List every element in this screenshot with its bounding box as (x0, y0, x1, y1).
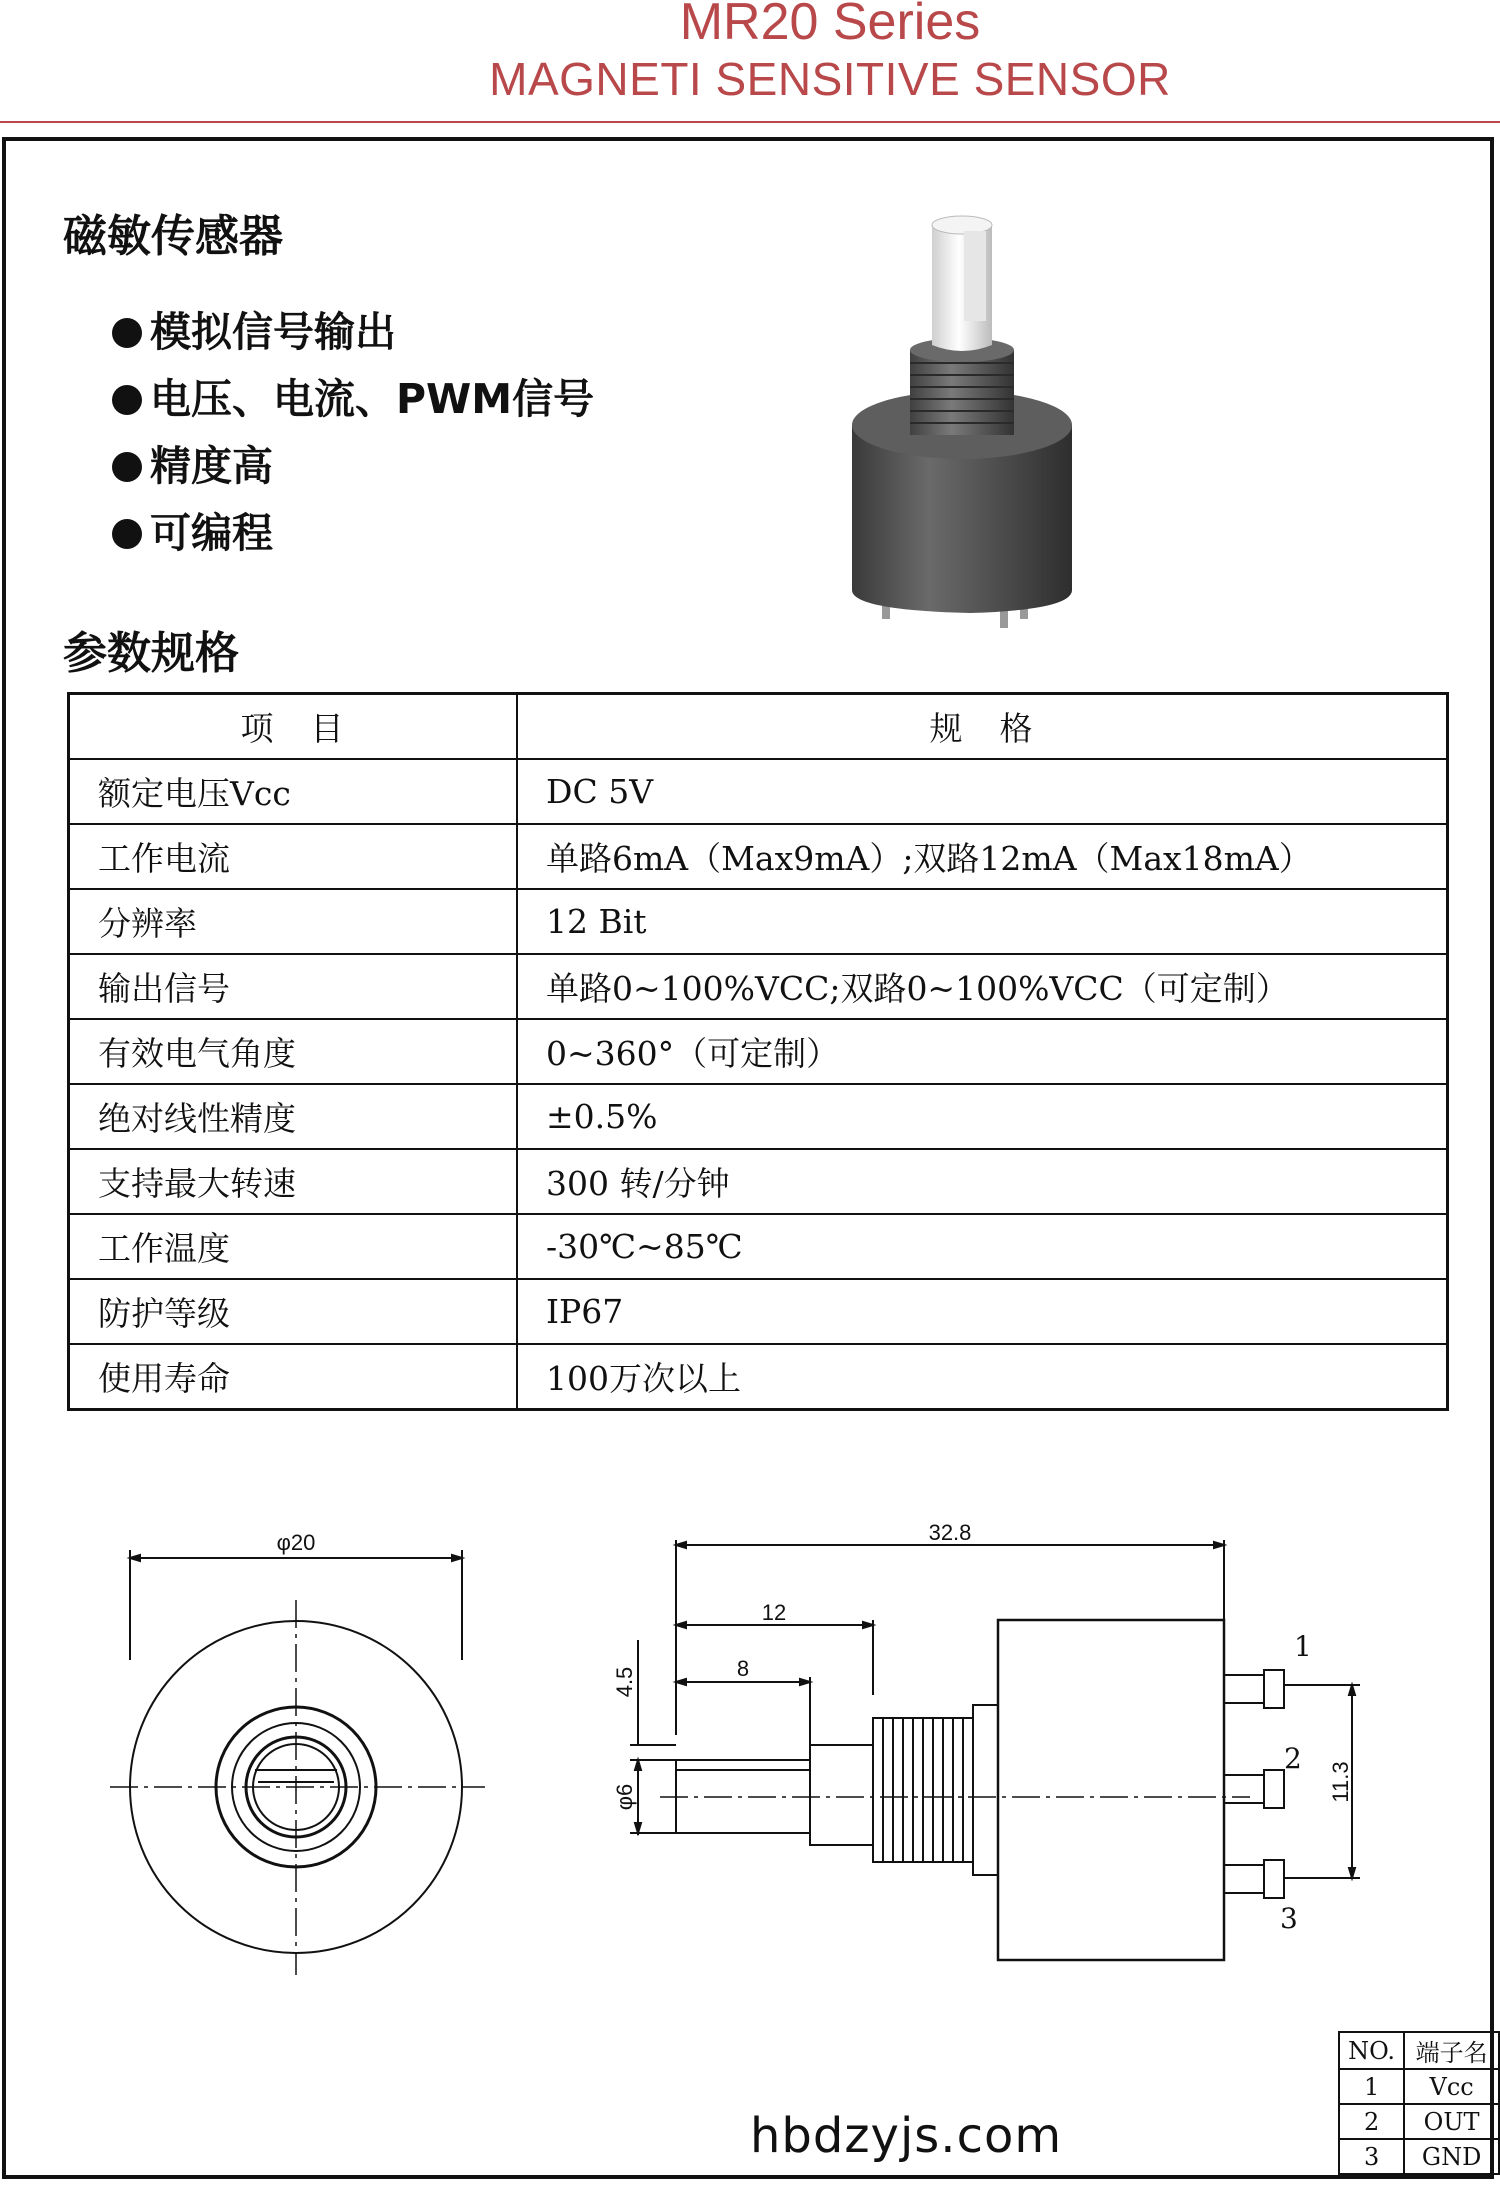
product-image (840, 205, 1090, 635)
terminal-header-no: NO. (1339, 2032, 1404, 2069)
spec-item: 工作电流 (69, 824, 518, 889)
spec-item: 分辨率 (69, 889, 518, 954)
table-row (69, 1279, 1448, 1344)
dim-total-length: 32.8 (928, 1520, 972, 1545)
product-name: 磁敏传感器 (63, 211, 283, 262)
feature-label: 电压、电流、PWM信号 (150, 375, 595, 423)
specs-title: 参数规格 (63, 628, 239, 679)
spec-value: 单路6mA（Max9mA）;双路12mA（Max18mA） (517, 824, 1448, 889)
series-subtitle: MAGNETI SENSITIVE SENSOR (489, 53, 1171, 105)
table-row (1339, 2104, 1499, 2139)
front-view-drawing (110, 1530, 510, 2050)
dim-shaft-step: 4.5 (612, 1666, 637, 1698)
spec-item: 额定电压Vcc (69, 759, 518, 824)
table-row (69, 824, 1448, 889)
pin-label-2: 2 (1284, 1742, 1302, 1775)
spec-item: 防护等级 (69, 1279, 518, 1344)
spec-table (67, 692, 1449, 1411)
website-link[interactable]: hbdzyjs.com (750, 2108, 1063, 2164)
pin-label-1: 1 (1294, 1630, 1312, 1663)
feature-label: 精度高 (150, 442, 273, 490)
table-row (69, 1084, 1448, 1149)
table-row (69, 954, 1448, 1019)
terminal-no: 1 (1339, 2069, 1404, 2104)
terminal-no: 2 (1339, 2104, 1404, 2139)
dim-diameter: φ20 (276, 1530, 316, 1555)
table-header-row (69, 694, 1448, 760)
spec-item: 工作温度 (69, 1214, 518, 1279)
table-row (69, 1019, 1448, 1084)
column-header-spec: 规 格 (517, 694, 1448, 760)
terminal-name: GND (1404, 2139, 1499, 2174)
series-title: MR20 Series (679, 0, 981, 51)
spec-value: 单路0~100%VCC;双路0~100%VCC（可定制） (517, 954, 1448, 1019)
spec-value: -30℃~85℃ (517, 1214, 1448, 1279)
feature-item (112, 503, 594, 570)
feature-list (112, 302, 594, 570)
terminal-header-row (1339, 2032, 1499, 2069)
table-row (1339, 2069, 1499, 2104)
spec-item: 输出信号 (69, 954, 518, 1019)
terminal-table (1338, 2031, 1500, 2175)
header-rule (0, 121, 1500, 123)
table-row (69, 889, 1448, 954)
bullet-icon (112, 318, 142, 348)
bullet-icon (112, 452, 142, 482)
spec-item: 有效电气角度 (69, 1019, 518, 1084)
table-row (69, 1214, 1448, 1279)
terminal-name: OUT (1404, 2104, 1499, 2139)
spec-value: DC 5V (517, 759, 1448, 824)
bullet-icon (112, 385, 142, 415)
spec-item: 支持最大转速 (69, 1149, 518, 1214)
feature-item (112, 436, 594, 503)
spec-value: ±0.5% (517, 1084, 1448, 1149)
spec-item: 绝对线性精度 (69, 1084, 518, 1149)
spec-value: IP67 (517, 1279, 1448, 1344)
terminal-no: 3 (1339, 2139, 1404, 2174)
feature-item (112, 302, 594, 369)
table-row (1339, 2139, 1499, 2174)
dim-shaft-diameter: φ6 (612, 1783, 637, 1811)
feature-item (112, 369, 594, 436)
spec-value: 12 Bit (517, 889, 1448, 954)
feature-label: 模拟信号输出 (150, 308, 396, 356)
terminal-name: Vcc (1404, 2069, 1499, 2104)
side-view-drawing (570, 1520, 1370, 1990)
spec-value: 0~360°（可定制） (517, 1019, 1448, 1084)
spec-item: 使用寿命 (69, 1344, 518, 1410)
table-row (69, 1149, 1448, 1214)
spec-value: 100万次以上 (517, 1344, 1448, 1410)
dim-flat-length: 8 (736, 1656, 750, 1681)
table-row (69, 759, 1448, 824)
column-header-item: 项 目 (69, 694, 518, 760)
pin-label-3: 3 (1280, 1902, 1298, 1935)
feature-label: 可编程 (150, 509, 273, 557)
bullet-icon (112, 519, 142, 549)
dim-pin-span: 11.3 (1328, 1761, 1353, 1803)
dim-shaft-length: 12 (761, 1600, 787, 1625)
terminal-header-name: 端子名 (1404, 2032, 1499, 2069)
spec-value: 300 转/分钟 (517, 1149, 1448, 1214)
table-row (69, 1344, 1448, 1410)
